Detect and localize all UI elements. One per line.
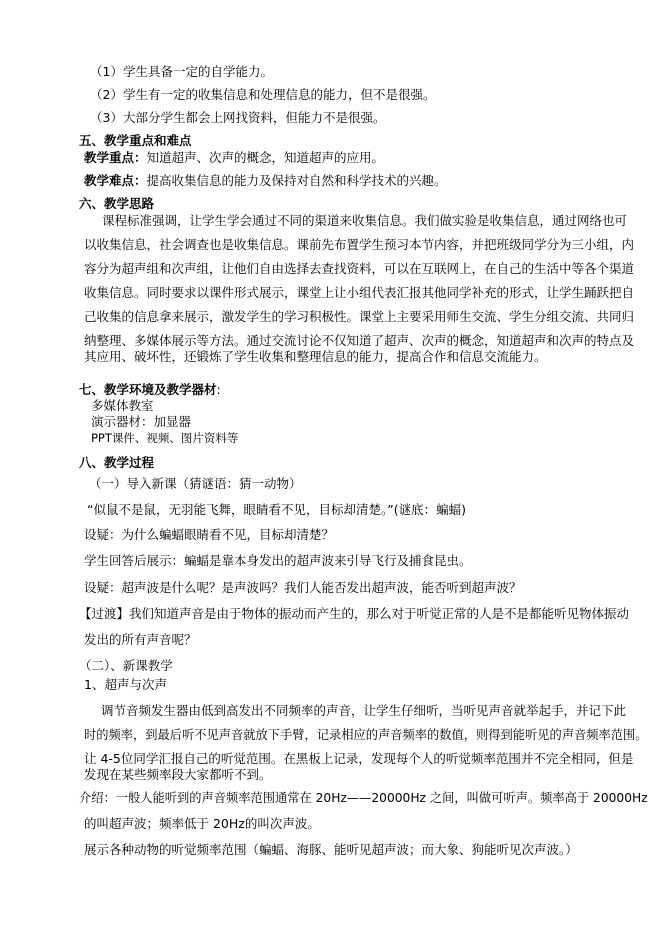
paragraph-line: 己收集的信息拿来展示，激发学生的学习积极性。课堂上主要采用师生交流、学生分组交流、共同归 <box>84 309 635 324</box>
difficulty-label: 教学难点： <box>84 173 147 188</box>
section-7-heading: 七、教学环境及教学器材 <box>79 382 217 397</box>
paragraph-line: 容分为超声组和次声组，让他们自由选择去查找资料，可以在互联网上，在自己的生活中等各个渠道 <box>84 261 635 276</box>
paragraph-line: 课程标准强调，让学生学会通过不同的渠道来收集信息。我们做实验是收集信息，通过网络也可 <box>102 213 628 228</box>
question-text: 设疑：超声波是什么呢？是声波吗？我们人能否发出超声波，能否听到超声波？ <box>84 580 522 595</box>
transition-text: 【过渡】我们知道声音是由于物体的振动而产生的，那么对于听觉正常的人是不是都能听见物体振动 <box>79 606 630 621</box>
question-text: 设疑：为什么蝙蝠眼睛看不见，目标却清楚？ <box>84 527 335 542</box>
ability-item: （2）学生有一定的收集信息和处理信息的能力，但不是很强。 <box>90 87 436 102</box>
paragraph-line: 展示各种动物的听觉频率范围（蝙蝠、海豚、能听见超声波；而大象、狗能听见次声波。） <box>84 842 578 857</box>
difficulty-line <box>84 173 447 189</box>
ability-item: （3）大部分学生都会上网找资料，但能力不是很强。 <box>90 110 386 125</box>
paragraph-line: 让 4-5位同学汇报自己的听觉范围。在黑板上记录，发现每个人的听觉频率范围并不完全相同，但是 <box>84 751 634 766</box>
paragraph-line: 以收集信息，社会调查也是收集信息。课前先布置学生预习本节内容，并把班级同学分为三小组，内 <box>84 237 635 252</box>
paragraph-line: 其应用、破坏性，还锻炼了学生收集和整理信息的能力，提高合作和信息交流能力。 <box>84 349 547 364</box>
ability-item: （1）学生具备一定的自学能力。 <box>90 64 273 79</box>
riddle-text: “似鼠不是鼠，无羽能飞舞，眼睛看不见，目标却清楚。”(谜底：蝙蝠) <box>87 502 466 517</box>
paragraph-line: 调节音频发生器由低到高发出不同频率的声音，让学生仔细听，当听见声音就举起手，并记下此 <box>101 703 627 718</box>
equipment-item: 多媒体教室 <box>91 398 154 413</box>
transition-text: 发出的所有声音呢？ <box>84 632 197 647</box>
paragraph-line: 的叫超声波；频率低于 20Hz的叫次声波。 <box>84 816 320 831</box>
subsection-title: （一）导入新课（猜谜语：猜一动物） <box>89 476 302 491</box>
answer-text: 学生回答后展示：蝙蝠是靠本身发出的超声波来引导飞行及捕食昆虫。 <box>84 553 472 568</box>
paragraph-line: 时的频率，到最后听不见声音就放下手臂，记录相应的声音频率的数值，则得到能听见的声音频率范围。 <box>84 728 648 742</box>
paragraph-line: 介绍：一般人能听到的声音频率范围通常在 20Hz——20000Hz 之间，叫做可听声。频率高于 20000Hz <box>79 791 648 805</box>
key-point-text: 知道超声、次声的概念，知道超声的应用。 <box>146 150 385 165</box>
key-point-label: 教学重点： <box>84 150 147 165</box>
section-5-heading: 五、教学重点和难点 <box>79 133 192 148</box>
paragraph-line: 纳整理、多媒体展示等方法。通过交流讨论不仅知道了超声、次声的概念，知道超声和次声的特点及 <box>84 333 635 348</box>
section-8-heading: 八、教学过程 <box>79 455 155 470</box>
topic-title: 1、超声与次声 <box>84 677 167 692</box>
paragraph-line: 收集信息。同时要求以课件形式展示，课堂上让小组代表汇报其他同学补充的形式，让学生踊跃把自 <box>84 285 635 300</box>
section-7-heading-line <box>79 382 221 398</box>
subsection-title: （二）、新课教学 <box>79 658 173 673</box>
difficulty-text: 提高收集信息的能力及保持对自然和科学技术的兴趣。 <box>146 173 447 188</box>
equipment-item: PPT课件、视频、图片资料等 <box>91 431 239 445</box>
section-6-heading: 六、教学思路 <box>79 196 155 211</box>
section-7-colon: : <box>216 382 221 397</box>
key-point-line <box>84 150 384 166</box>
paragraph-line: 发现在某些频率段大家都听不到。 <box>84 767 272 782</box>
equipment-item: 演示器材：加显器 <box>91 414 192 429</box>
